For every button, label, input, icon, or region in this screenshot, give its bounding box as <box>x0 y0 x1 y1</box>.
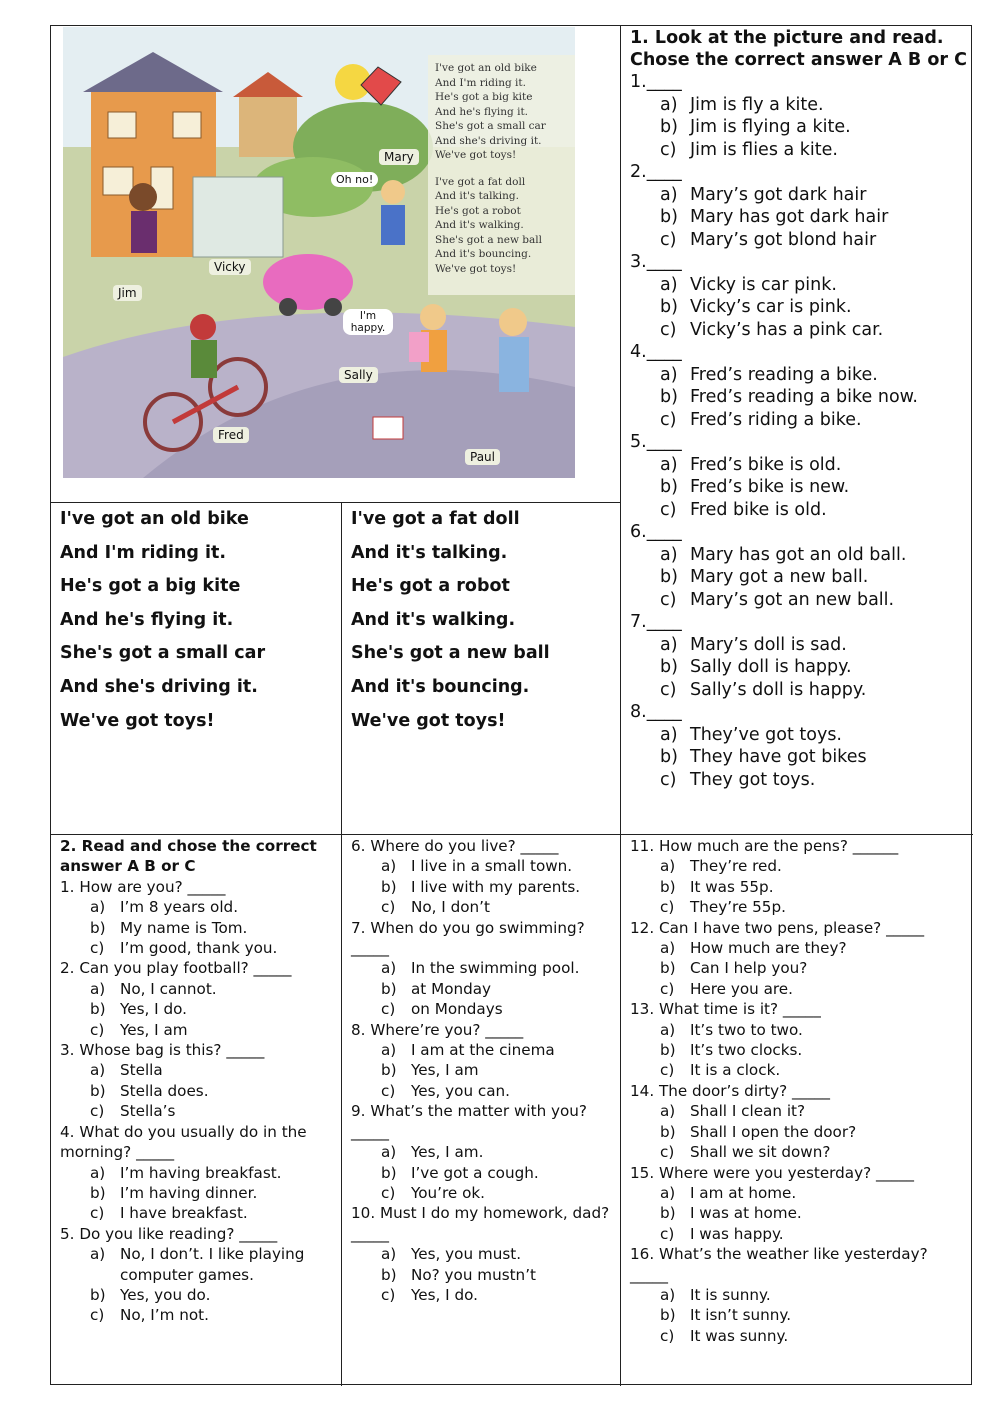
question-text: 11. How much are the pens? ______ <box>630 837 899 855</box>
picture-poem-line: We've got toys! <box>435 149 517 161</box>
answer-option[interactable] <box>630 679 970 702</box>
option-text: It was 55p. <box>690 877 774 896</box>
option-letter: c) <box>660 1224 675 1243</box>
answer-option[interactable] <box>630 1326 970 1346</box>
option-text: Stella <box>120 1061 163 1080</box>
answer-option[interactable] <box>630 94 970 117</box>
question-text: 2. Can you play football? _____ <box>60 959 292 978</box>
answer-option[interactable] <box>630 499 970 522</box>
answer-option[interactable] <box>60 1020 338 1040</box>
option-text: Can I help you? <box>690 959 808 978</box>
answer-option[interactable] <box>630 877 970 897</box>
option-letter: a) <box>660 939 676 958</box>
answer-option[interactable] <box>60 1203 338 1223</box>
option-letter: c) <box>660 499 677 520</box>
poem-left-column <box>60 503 338 738</box>
poem-line: She's got a small car <box>60 643 266 664</box>
option-letter: c) <box>660 769 677 790</box>
answer-option[interactable] <box>630 544 970 567</box>
option-text: I live with my parents. <box>411 877 581 896</box>
answer-option[interactable] <box>351 958 617 978</box>
answer-option[interactable] <box>351 856 617 876</box>
option-letter: b) <box>90 1081 106 1100</box>
poem-line: We've got toys! <box>351 710 506 731</box>
option-letter: c) <box>381 1081 396 1100</box>
label-oh-no: Oh no! <box>331 172 378 187</box>
exercise2-column-2 <box>351 836 617 1305</box>
question-number: 5.____ <box>630 432 682 452</box>
answer-option[interactable] <box>630 1101 970 1121</box>
option-letter: b) <box>660 1204 676 1223</box>
question-number: 6.____ <box>630 522 682 542</box>
answer-option[interactable] <box>630 634 970 657</box>
answer-option[interactable] <box>630 746 970 769</box>
option-letter: c) <box>90 1204 105 1223</box>
option-letter: a) <box>381 1245 397 1264</box>
option-letter: b) <box>90 918 106 937</box>
answer-option[interactable] <box>630 229 970 252</box>
question-number: 8.____ <box>630 702 682 722</box>
poem-right-column <box>351 503 617 738</box>
option-text: It isn’t sunny. <box>690 1306 792 1325</box>
option-text: I’m having breakfast. <box>120 1163 282 1182</box>
answer-option[interactable] <box>630 769 970 792</box>
answer-option[interactable] <box>630 724 970 747</box>
label-jim: Jim <box>113 285 142 301</box>
question-number: 4.____ <box>630 342 682 362</box>
option-text: Yes, you must. <box>411 1245 522 1264</box>
option-text: I have breakfast. <box>120 1204 248 1223</box>
option-letter: a) <box>660 634 678 655</box>
answer-option[interactable] <box>630 274 970 297</box>
option-text: Yes, you can. <box>411 1081 511 1100</box>
picture-poem-line: And she's driving it. <box>435 134 542 147</box>
option-text: They’ve got toys. <box>690 724 842 745</box>
poem-line: And he's flying it. <box>60 609 234 630</box>
option-letter: a) <box>660 274 678 295</box>
answer-option[interactable] <box>60 918 338 938</box>
column-divider-poem <box>341 502 342 1386</box>
option-letter: a) <box>90 1245 106 1264</box>
option-text: I’m good, thank you. <box>120 939 278 958</box>
option-letter: b) <box>660 387 678 407</box>
picture-poem-line: And he's flying it. <box>435 105 529 118</box>
answer-option[interactable] <box>351 1142 617 1162</box>
option-text: Mary’s doll is sad. <box>690 634 847 655</box>
poem-line: And she's driving it. <box>60 676 258 697</box>
answer-option[interactable] <box>351 1183 617 1203</box>
option-text: No, I cannot. <box>120 979 217 998</box>
option-letter: c) <box>660 979 675 998</box>
answer-option[interactable] <box>630 386 970 409</box>
option-letter: a) <box>660 1285 676 1304</box>
picture-poem-left <box>435 61 546 163</box>
option-text: Sally’s doll is happy. <box>690 679 867 700</box>
option-text: Yes, I am. <box>411 1143 484 1162</box>
poem-line: And it's walking. <box>351 609 516 630</box>
answer-option[interactable] <box>60 1060 338 1080</box>
option-text: Fred’s reading a bike now. <box>690 387 918 407</box>
option-text: Mary’s got an new ball. <box>690 589 895 610</box>
option-letter: c) <box>90 939 105 958</box>
exercise1 <box>630 27 970 791</box>
option-text: Mary has got dark hair <box>690 207 889 227</box>
option-letter: c) <box>381 898 396 917</box>
option-letter: b) <box>660 1122 676 1141</box>
option-text: They’re 55p. <box>690 898 786 917</box>
answer-option[interactable] <box>351 1285 617 1305</box>
question-text: 1. How are you? _____ <box>60 877 226 896</box>
answer-option[interactable] <box>630 566 970 589</box>
answer-option[interactable] <box>60 999 338 1019</box>
question-text: 16. What’s the weather like yesterday? _____ <box>630 1245 928 1284</box>
option-letter: a) <box>660 1102 676 1121</box>
option-text: They’re red. <box>690 857 782 876</box>
picture-poem-line: He's got a big kite <box>435 91 533 103</box>
answer-option[interactable] <box>630 1040 970 1060</box>
option-text: I’ve got a cough. <box>411 1163 539 1182</box>
answer-option[interactable] <box>630 364 970 387</box>
option-text: Mary’s got blond hair <box>690 229 877 250</box>
option-letter: b) <box>381 1163 397 1182</box>
label-fred: Fred <box>213 427 249 443</box>
column-divider-main <box>620 26 621 1386</box>
answer-option[interactable] <box>630 1203 970 1223</box>
option-text: I live in a small town. <box>411 857 573 876</box>
option-text: It is a clock. <box>690 1061 781 1080</box>
label-paul: Paul <box>465 449 500 465</box>
option-text: Shall I clean it? <box>690 1102 806 1121</box>
option-text: It’s two clocks. <box>690 1041 803 1060</box>
option-letter: a) <box>90 1061 106 1080</box>
option-text: No? you mustn’t <box>411 1265 536 1284</box>
option-letter: b) <box>660 567 678 587</box>
answer-option[interactable] <box>630 1020 970 1040</box>
answer-option[interactable] <box>630 1122 970 1142</box>
option-text: They have got bikes <box>690 747 867 767</box>
poem-line: I've got a fat doll <box>351 509 520 529</box>
label-mary: Mary <box>379 149 419 165</box>
poem-line: I've got an old bike <box>60 509 249 529</box>
question-text: 12. Can I have two pens, please? _____ <box>630 918 925 937</box>
picture-poem-line: I've got a fat doll <box>435 175 526 188</box>
option-letter: b) <box>660 297 678 317</box>
answer-option[interactable] <box>630 184 970 207</box>
option-letter: a) <box>660 184 678 205</box>
answer-option[interactable] <box>60 1163 338 1183</box>
option-letter: b) <box>381 979 397 998</box>
option-text: Stella’s <box>120 1102 176 1121</box>
answer-option[interactable] <box>630 409 970 432</box>
option-text: They got toys. <box>690 769 816 790</box>
option-letter: c) <box>381 1285 396 1304</box>
answer-option[interactable] <box>630 476 970 499</box>
exercise2-column-3 <box>630 836 970 1346</box>
option-text: on Mondays <box>411 1000 503 1019</box>
option-letter: a) <box>660 1183 676 1202</box>
option-text: Fred’s riding a bike. <box>690 409 862 430</box>
question-text: 4. What do you usually do in the morning? _____ <box>60 1122 307 1162</box>
picture-poem-line: And it's walking. <box>435 219 524 231</box>
answer-option[interactable] <box>351 1060 617 1080</box>
option-letter: a) <box>660 454 678 475</box>
answer-option[interactable] <box>630 1183 970 1203</box>
picture-poem-line: She's got a new ball <box>435 233 542 246</box>
answer-option[interactable] <box>351 999 617 1019</box>
answer-option[interactable] <box>351 1163 617 1183</box>
option-letter: b) <box>660 959 676 978</box>
option-letter: a) <box>660 857 676 876</box>
option-text: Yes, I do. <box>411 1285 478 1304</box>
option-letter: b) <box>90 1000 106 1019</box>
answer-option[interactable] <box>630 139 970 162</box>
option-letter: a) <box>381 857 397 876</box>
option-letter: c) <box>660 1061 675 1080</box>
answer-option[interactable] <box>351 1265 617 1285</box>
option-letter: a) <box>381 1041 397 1060</box>
option-text: Mary got a new ball. <box>690 567 869 587</box>
answer-option[interactable] <box>630 1224 970 1244</box>
option-letter: a) <box>660 364 678 385</box>
option-text: It was sunny. <box>690 1326 789 1345</box>
option-letter: b) <box>660 877 676 896</box>
picture-poem-line: I've got an old bike <box>435 62 537 74</box>
option-letter: c) <box>381 1183 396 1202</box>
option-text: Yes, I am <box>411 1061 479 1080</box>
question-number: 1.____ <box>630 72 682 92</box>
picture-poem-line: And I'm riding it. <box>435 76 526 89</box>
option-text: Vicky’s has a pink car. <box>690 319 884 340</box>
option-text: at Monday <box>411 979 492 998</box>
label-sally: Sally <box>339 367 378 383</box>
answer-option[interactable] <box>630 958 970 978</box>
question-text: 3. Whose bag is this? _____ <box>60 1041 265 1060</box>
poem-line: And it's bouncing. <box>351 676 530 697</box>
answer-option[interactable] <box>630 856 970 876</box>
answer-option[interactable] <box>351 1081 617 1101</box>
option-letter: c) <box>90 1020 105 1039</box>
answer-option[interactable] <box>630 979 970 999</box>
question-text: 10. Must I do my homework, dad? _____ <box>351 1204 610 1243</box>
option-text: Fred’s bike is old. <box>690 454 842 475</box>
answer-option[interactable] <box>630 296 970 319</box>
option-letter: c) <box>660 1143 675 1162</box>
label-im-happy: I'm happy. <box>343 309 393 335</box>
option-letter: c) <box>660 679 677 700</box>
option-letter: a) <box>381 1143 397 1162</box>
option-letter: b) <box>90 1183 106 1202</box>
option-letter: a) <box>660 94 678 115</box>
option-text: My name is Tom. <box>120 918 248 937</box>
option-letter: c) <box>660 229 677 250</box>
option-letter: b) <box>660 117 678 137</box>
option-letter: a) <box>660 724 678 745</box>
option-text: Vicky is car pink. <box>690 274 837 295</box>
option-letter: b) <box>660 1306 676 1325</box>
answer-option[interactable] <box>630 897 970 917</box>
question-number: 7.____ <box>630 612 682 632</box>
answer-option[interactable] <box>630 938 970 958</box>
poem-line: He's got a big kite <box>60 576 241 597</box>
option-letter: a) <box>90 898 106 917</box>
question-text: 14. The door’s dirty? _____ <box>630 1081 830 1100</box>
picture-poem-line: And it's talking. <box>435 190 519 202</box>
picture-poem-line: We've got toys! <box>435 262 517 275</box>
option-letter: a) <box>90 979 106 998</box>
option-letter: b) <box>381 1265 397 1284</box>
poem-line: She's got a new ball <box>351 643 550 664</box>
question-text: 6. Where do you live? _____ <box>351 837 559 855</box>
picture-poem-line: He's got a robot <box>435 204 521 217</box>
option-letter: c) <box>90 1306 105 1325</box>
answer-option[interactable] <box>630 656 970 679</box>
option-text: I am at home. <box>690 1183 797 1202</box>
option-letter: b) <box>381 1061 397 1080</box>
poem-line: He's got a robot <box>351 576 510 597</box>
option-letter: b) <box>660 207 678 227</box>
worksheet <box>50 25 972 1385</box>
answer-option[interactable] <box>60 897 338 917</box>
answer-option[interactable] <box>630 116 970 139</box>
poem-line: We've got toys! <box>60 710 215 731</box>
option-text: I was at home. <box>690 1204 802 1223</box>
question-number: 2.____ <box>630 162 682 182</box>
option-letter: b) <box>660 1041 676 1060</box>
option-letter: b) <box>381 877 397 896</box>
picture-poem-line: And it's bouncing. <box>435 248 532 260</box>
option-text: It is sunny. <box>690 1285 771 1304</box>
option-text: I’m 8 years old. <box>120 898 239 917</box>
option-letter: c) <box>660 319 677 340</box>
answer-option[interactable] <box>351 897 617 917</box>
exercise1-title: 1. Look at the picture and read. Chose the correct answer A B or C <box>630 28 967 70</box>
answer-option[interactable] <box>630 589 970 612</box>
answer-option[interactable] <box>60 1285 338 1305</box>
option-text: Shall I open the door? <box>690 1122 857 1141</box>
answer-option[interactable] <box>351 877 617 897</box>
row-divider-section2 <box>51 834 973 835</box>
option-letter: b) <box>90 1285 106 1304</box>
answer-option[interactable] <box>630 1060 970 1080</box>
answer-option[interactable] <box>60 938 338 958</box>
story-illustration <box>63 27 575 478</box>
answer-option[interactable] <box>60 1101 338 1121</box>
option-text: It’s two to two. <box>690 1020 803 1039</box>
answer-option[interactable] <box>630 1142 970 1162</box>
question-text: 13. What time is it? _____ <box>630 1000 821 1019</box>
question-text: 15. Where were you yesterday? _____ <box>630 1163 914 1182</box>
label-vicky: Vicky <box>209 259 251 275</box>
picture-poem-line: She's got a small car <box>435 120 546 132</box>
option-letter: c) <box>381 1000 396 1019</box>
option-text: No, I don’t <box>411 898 490 917</box>
option-text: I was happy. <box>690 1224 784 1243</box>
option-letter: c) <box>90 1102 105 1121</box>
option-letter: a) <box>381 959 397 978</box>
answer-option[interactable] <box>60 1244 338 1285</box>
option-letter: a) <box>90 1163 106 1182</box>
option-text: Here you are. <box>690 979 793 998</box>
answer-option[interactable] <box>60 1183 338 1203</box>
option-text: Vicky’s car is pink. <box>690 297 852 317</box>
option-text: Yes, I am <box>120 1020 188 1039</box>
option-text: Fred’s reading a bike. <box>690 364 878 385</box>
option-text: Shall we sit down? <box>690 1143 831 1162</box>
exercise2-title: 2. Read and chose the correct answer A B or C <box>60 837 317 876</box>
option-text: Stella does. <box>120 1081 209 1100</box>
option-text: No, I’m not. <box>120 1306 209 1325</box>
option-letter: b) <box>660 747 678 767</box>
option-letter: a) <box>660 1020 676 1039</box>
option-text: Jim is fly a kite. <box>690 94 824 115</box>
answer-option[interactable] <box>630 319 970 342</box>
option-text: Jim is flies a kite. <box>690 139 838 160</box>
option-text: Mary’s got dark hair <box>690 184 867 205</box>
answer-option[interactable] <box>630 1285 970 1305</box>
answer-option[interactable] <box>351 979 617 999</box>
question-text: 9. What’s the matter with you? _____ <box>351 1102 587 1141</box>
option-letter: c) <box>660 139 677 160</box>
answer-option[interactable] <box>630 206 970 229</box>
answer-option[interactable] <box>60 1081 338 1101</box>
option-letter: c) <box>660 589 677 610</box>
answer-option[interactable] <box>630 454 970 477</box>
poem-line: And I'm riding it. <box>60 542 227 563</box>
answer-option[interactable] <box>630 1305 970 1325</box>
option-text: Fred bike is old. <box>690 499 827 520</box>
option-text: How much are they? <box>690 939 847 958</box>
option-letter: b) <box>660 657 678 677</box>
picture-poem-right <box>435 175 546 277</box>
option-text: I am at the cinema <box>411 1041 555 1060</box>
poem-line: And it's talking. <box>351 542 508 563</box>
option-letter: c) <box>660 898 675 917</box>
option-text: Mary has got an old ball. <box>690 544 907 565</box>
question-number: 3.____ <box>630 252 682 272</box>
answer-option[interactable] <box>60 979 338 999</box>
option-text: Yes, I do. <box>120 1000 187 1019</box>
option-text: I’m having dinner. <box>120 1183 258 1202</box>
option-letter: c) <box>660 409 677 430</box>
option-text: No, I don’t. I like playing computer games. <box>120 1245 305 1284</box>
question-text: 8. Where’re you? _____ <box>351 1020 524 1039</box>
option-text: Yes, you do. <box>120 1285 211 1304</box>
option-letter: c) <box>660 1326 675 1345</box>
option-letter: a) <box>660 544 678 565</box>
option-text: Sally doll is happy. <box>690 657 852 677</box>
option-text: Jim is flying a kite. <box>690 117 851 137</box>
option-text: In the swimming pool. <box>411 959 580 978</box>
exercise2-column-1 <box>60 836 338 1326</box>
answer-option[interactable] <box>60 1305 338 1325</box>
question-text: 7. When do you go swimming? _____ <box>351 918 585 958</box>
option-text: You’re ok. <box>411 1183 486 1202</box>
answer-option[interactable] <box>351 1040 617 1060</box>
option-letter: b) <box>660 477 678 497</box>
option-text: Fred’s bike is new. <box>690 477 850 497</box>
answer-option[interactable] <box>351 1244 617 1264</box>
question-text: 5. Do you like reading? _____ <box>60 1224 278 1243</box>
